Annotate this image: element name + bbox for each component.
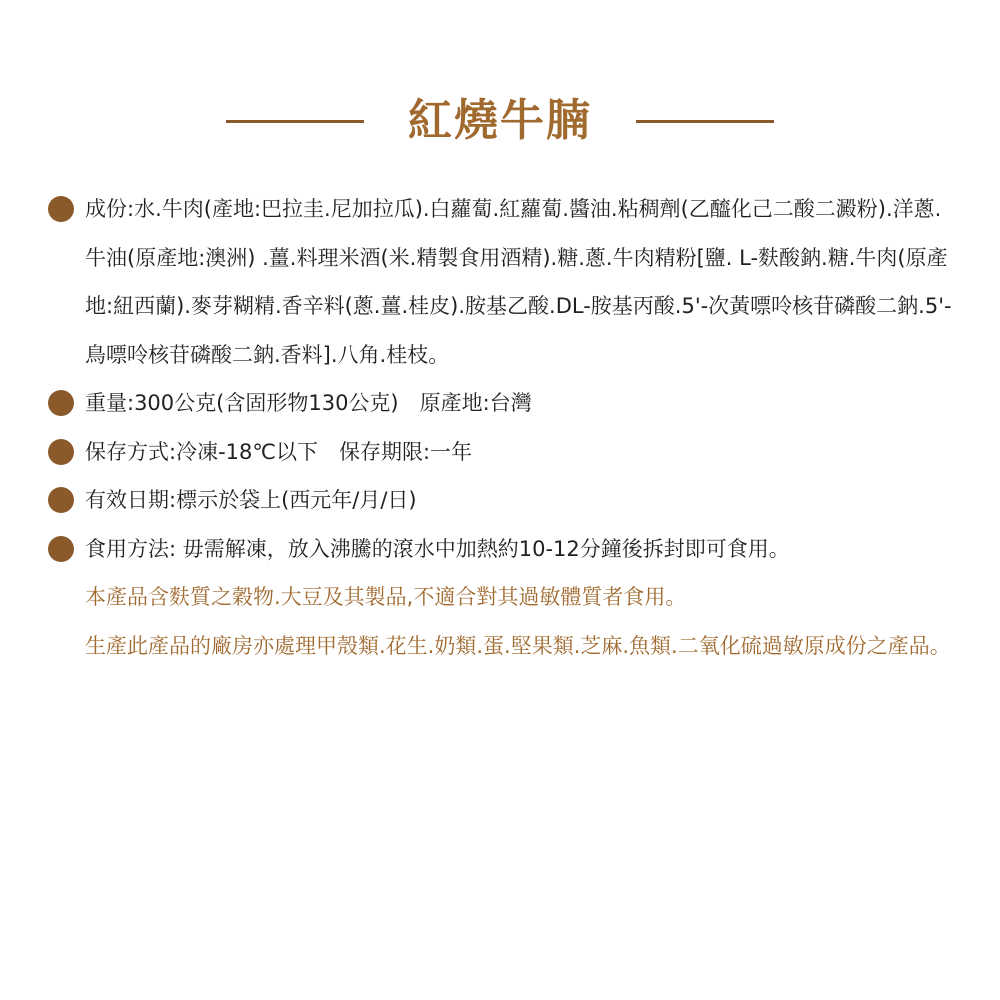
list-item-expiry — [48, 476, 958, 525]
ingredients-text: 成份:水.牛肉(產地:巴拉圭.尼加拉瓜).白蘿蔔.紅蘿蔔.醬油.粘稠劑(乙醯化己二酸二澱粉).洋蔥.牛油(原產地:澳洲) .薑.料理米酒(米.精製食用酒精).糖.蔥.牛肉精粉[鹽. L-麩酸鈉.糖.牛肉(原產地:紐西蘭).麥芽糊精.香辛料(蔥.薑.桂皮).胺基乙酸.DL-胺基丙酸.5'-次黃嘌呤核苷磷酸二鈉.5'-鳥嘌呤核苷磷酸二鈉.香料].八角.桂枝。 — [85, 197, 952, 367]
list-item-usage — [48, 525, 958, 574]
page-title: 紅燒牛腩 — [408, 95, 592, 146]
usage-text: 食用方法: 毋需解凍，放入沸騰的滾水中加熱約10-12分鐘後拆封即可食用。 — [85, 536, 790, 561]
bullet-icon — [48, 196, 74, 222]
list-item-storage — [48, 428, 958, 477]
storage-text: 保存方式:冷凍-18℃以下 保存期限:一年 — [85, 439, 473, 464]
weight-text: 重量:300公克(含固形物130公克) 原產地:台灣 — [85, 391, 532, 415]
product-info — [48, 185, 958, 670]
list-item-weight — [48, 379, 958, 428]
title-line-right — [636, 120, 774, 123]
list-item-ingredients — [48, 185, 958, 379]
bullet-icon — [48, 487, 74, 513]
title-header — [0, 88, 1000, 154]
title-line-left — [226, 120, 364, 123]
bullet-icon — [48, 439, 74, 465]
bullet-icon — [48, 536, 74, 562]
allergen-warning: 本產品含麩質之穀物.大豆及其製品,不適合對其過敏體質者食用。 — [85, 585, 687, 609]
expiry-text: 有效日期:標示於袋上(西元年/月/日) — [85, 488, 417, 512]
bullet-icon — [48, 390, 74, 416]
facility-warning: 生產此產品的廠房亦處理甲殼類.花生.奶類.蛋.堅果類.芝麻.魚類.二氧化硫過敏原成份之產品。 — [85, 633, 951, 658]
